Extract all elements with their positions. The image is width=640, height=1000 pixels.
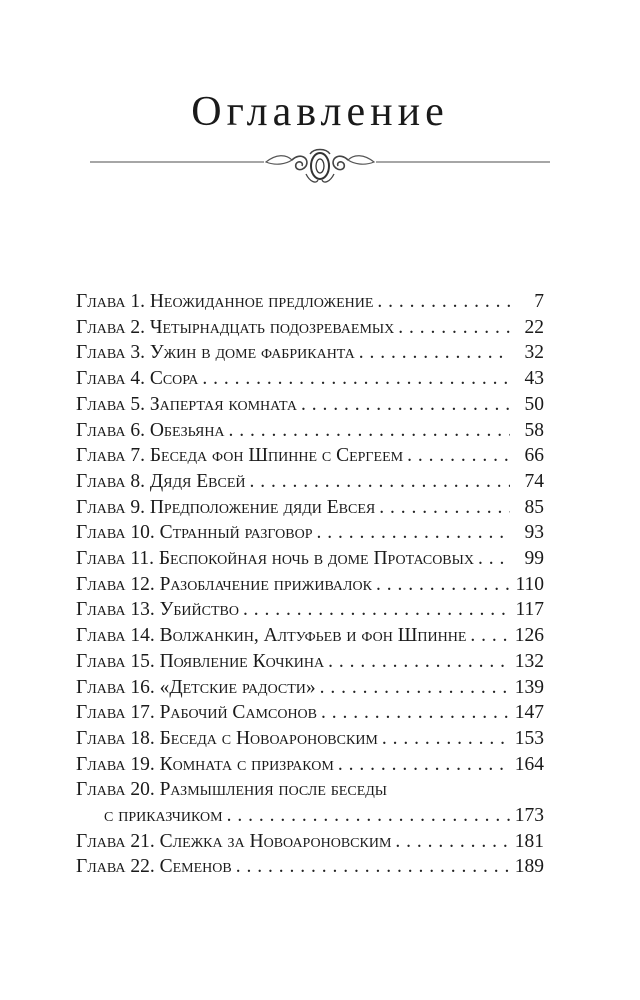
page-number: 181 [514,830,544,852]
chapter-number: Глава 22. [76,856,155,878]
toc-entry [76,418,544,444]
chapter-title: Семенов [159,856,232,878]
chapter-number: Глава 4. [76,368,145,390]
leader-dots [376,572,510,598]
chapter-number: Глава 5. [76,393,145,415]
leader-dots [379,495,510,521]
toc-entry [76,366,544,392]
chapter-title: Запертая комната [149,393,298,415]
page-number: 189 [514,856,544,878]
page-number: 43 [524,368,544,390]
page-number: 153 [514,727,544,749]
chapter-number: Глава 17. [76,702,155,724]
chapter-number: Глава 7. [76,445,145,467]
chapter-number: Глава 12. [76,573,155,595]
leader-dots [382,726,510,752]
toc-entry [76,726,544,752]
leader-dots [395,829,510,855]
ornament-divider-icon [88,148,552,192]
chapter-title: Беседа с Новоароновским [159,727,378,749]
chapter-number: Глава 19. [76,753,155,775]
leader-dots [470,623,510,649]
chapter-title: Беспокойная ночь в доме Протасовых [158,548,474,570]
chapter-number: Глава 6. [76,419,145,441]
chapter-title: Волжанкин, Алтуфьев и фон Шпинне [159,625,467,647]
leader-dots [478,546,510,572]
leader-dots [359,340,510,366]
toc-entry [76,700,544,726]
leader-dots [301,392,510,418]
chapter-title: Неожиданное предложение [149,291,374,312]
page-number: 164 [514,753,544,775]
chapter-number: Глава 16. [76,676,155,698]
chapter-number: Глава 8. [76,470,145,492]
page-number: 99 [524,548,544,570]
toc-entry [76,546,544,572]
chapter-title: Рабочий Самсонов [159,702,318,724]
toc-entry [76,572,544,598]
leader-dots [407,443,510,469]
leader-dots [377,289,510,315]
chapter-title: «Детские радости» [159,676,316,698]
toc-entry [76,495,544,521]
toc-entry [76,623,544,649]
chapter-number: Глава 20. [76,779,155,801]
toc-entry [76,752,544,778]
chapter-title: Беседа фон Шпинне с Сергеем [149,445,404,467]
toc-entry [76,289,544,315]
chapter-number: Глава 15. [76,650,155,672]
toc-entry [76,315,544,341]
page-number: 58 [524,419,544,441]
chapter-number: Глава 9. [76,496,145,518]
leader-dots [328,649,510,675]
toc-entry [76,392,544,418]
chapter-title-continuation: с приказчиком [104,805,223,827]
chapter-title: Убийство [159,599,239,621]
chapter-number: Глава 18. [76,727,155,749]
toc-entry [76,829,544,855]
chapter-title: Разоблачение приживалок [159,573,372,595]
chapter-title: Комната с призраком [159,753,334,775]
leader-dots [229,418,510,444]
table-of-contents [76,289,544,880]
leader-dots [249,469,510,495]
page-number: 32 [524,342,544,364]
toc-entry [76,649,544,675]
chapter-title: Появление Кочкина [159,650,325,672]
leader-dots [398,315,510,341]
page-number: 66 [524,445,544,467]
page-number: 7 [534,291,544,312]
page-number: 132 [514,650,544,672]
chapter-title: Предположение дяди Евсея [149,496,376,518]
chapter-number: Глава 14. [76,625,155,647]
toc-entry [76,854,544,880]
chapter-title: Слежка за Новоароновским [159,830,392,852]
chapter-title: Ужин в доме фабриканта [149,342,355,364]
chapter-number: Глава 13. [76,599,155,621]
page-number: 117 [515,599,544,621]
chapter-number: Глава 2. [76,316,145,338]
toc-entry [76,340,544,366]
page-number: 126 [514,625,544,647]
chapter-number: Глава 1. [76,291,145,312]
chapter-title: Размышления после беседы [159,779,388,801]
chapter-number: Глава 3. [76,342,145,364]
toc-entry [76,675,544,701]
leader-dots [321,700,510,726]
page-number: 22 [524,316,544,338]
leader-dots [236,854,510,880]
chapter-title: Обезьяна [149,419,225,441]
chapter-title: Ссора [149,368,199,390]
page-number: 74 [524,470,544,492]
toc-entry [76,469,544,495]
toc-entry [76,443,544,469]
leader-dots [338,752,510,778]
toc-entry [76,597,544,623]
leader-dots [317,520,510,546]
chapter-title: Странный разговор [159,522,313,544]
leader-dots [202,366,510,392]
page-number: 147 [514,702,544,724]
chapter-title: Четырнадцать подозреваемых [149,316,395,338]
page-number: 110 [515,573,544,595]
leader-dots [243,597,510,623]
page-number: 85 [524,496,544,518]
page-title: Оглавление [191,89,449,135]
leader-dots [227,803,510,829]
toc-entry-continuation [76,803,544,829]
chapter-number: Глава 21. [76,830,155,852]
leader-dots [320,675,510,701]
chapter-title: Дядя Евсей [149,470,246,492]
page-number: 93 [524,522,544,544]
page-number: 139 [514,676,544,698]
page-number: 50 [524,393,544,415]
chapter-number: Глава 10. [76,522,155,544]
toc-entry [76,777,544,803]
toc-entry [76,520,544,546]
page-number: 173 [514,805,544,827]
chapter-number: Глава 11. [76,548,154,570]
